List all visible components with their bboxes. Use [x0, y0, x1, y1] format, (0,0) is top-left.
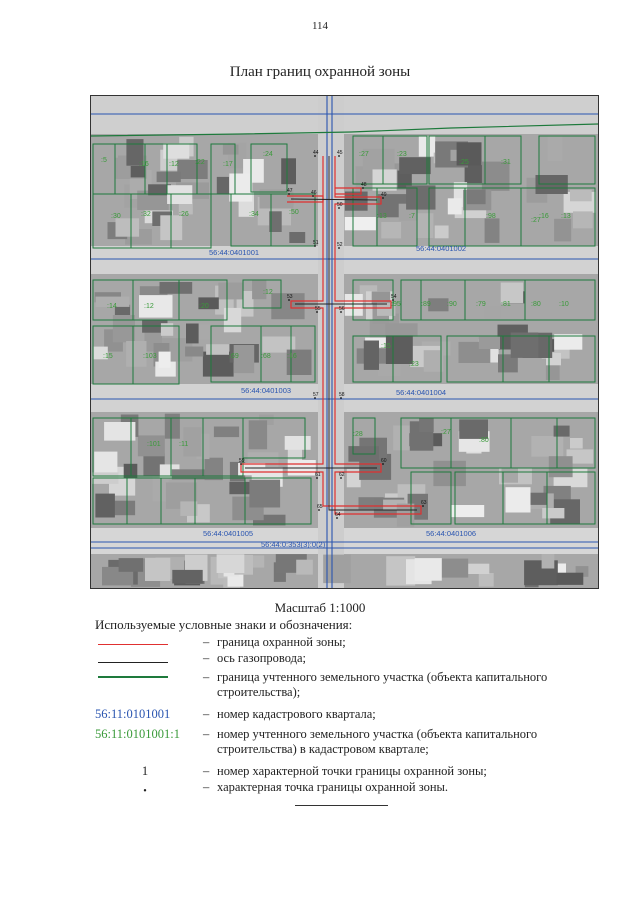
- house-roof: [531, 436, 563, 457]
- legend-text: номер кадастрового квартала;: [217, 707, 376, 721]
- parcel-number-label: :81: [501, 301, 511, 308]
- house-roof: [435, 226, 449, 239]
- legend-text: характерная точка границы охранной зоны.: [217, 780, 449, 794]
- parcel-number-label: :69: [229, 353, 239, 360]
- parcel-number-label: :12: [263, 289, 273, 296]
- house-roof: [433, 461, 466, 486]
- zone-point-number: 50: [337, 202, 343, 208]
- zone-point-number: 63: [421, 500, 427, 506]
- legend-dash: –: [203, 764, 210, 778]
- zone-point-number: 62: [339, 472, 345, 478]
- zone-point-number: 49: [381, 192, 387, 198]
- house-roof: [296, 560, 313, 575]
- house-roof: [116, 218, 140, 236]
- zone-point-number: 56: [339, 306, 345, 312]
- house-roof: [186, 324, 199, 344]
- parcel-number-label: :10: [559, 301, 569, 308]
- parcel-number-label: :23: [409, 361, 419, 368]
- zone-point-number: 52: [337, 242, 343, 248]
- point-number-sample: 1: [141, 764, 149, 778]
- zone-point-number: 53: [287, 294, 293, 300]
- parcel-number-label: :7: [409, 213, 415, 220]
- zone-point-number: 47: [287, 188, 293, 194]
- house-roof: [217, 177, 229, 194]
- page-title: План границ охранной зоны: [229, 64, 411, 80]
- zone-point-number: 46: [311, 190, 317, 196]
- house-roof: [465, 165, 483, 183]
- parcel-number-label: :24: [263, 151, 273, 158]
- house-roof: [112, 501, 136, 516]
- house-roof: [448, 198, 462, 214]
- map-scale: Масштаб 1:1000: [274, 600, 366, 615]
- house-roof: [161, 323, 173, 336]
- house-roof: [364, 341, 379, 370]
- zone-point-number: 61: [315, 472, 321, 478]
- house-roof: [229, 174, 252, 202]
- parcel-number-label: :11: [179, 441, 189, 448]
- house-roof: [542, 554, 555, 569]
- house-roof: [573, 211, 593, 228]
- parcel-number-label: :17: [223, 161, 233, 168]
- house-roof: [119, 558, 144, 572]
- parcel-number-label: :50: [289, 209, 299, 216]
- street-south: [91, 528, 598, 554]
- house-roof: [428, 298, 448, 311]
- street-middle-2: [91, 384, 598, 412]
- zone-point-number: 59: [239, 458, 245, 464]
- page-number: 114: [311, 20, 329, 32]
- house-roof: [467, 189, 486, 204]
- house-roof: [451, 505, 484, 517]
- legend-text: граница охранной зоны;: [217, 635, 346, 649]
- zone-point-number: 65: [317, 504, 323, 510]
- parcel-number-label: :13: [561, 213, 571, 220]
- house-roof: [502, 457, 519, 482]
- house-roof: [554, 219, 571, 242]
- house-roof: [217, 554, 245, 573]
- house-roof: [159, 352, 171, 368]
- legend-text: номер характерной точки границы охранной зоны;: [217, 764, 487, 778]
- zone-point-number: 44: [313, 150, 319, 156]
- parcel-number-label: :34: [249, 211, 259, 218]
- zone-point-number: 64: [335, 512, 341, 518]
- house-roof: [289, 232, 305, 243]
- parcel-number-label: :27: [359, 151, 369, 158]
- street-middle-1: [91, 246, 598, 274]
- house-roof: [145, 558, 170, 581]
- quarter-number-sample: 56:11:0101001: [95, 707, 171, 721]
- house-roof: [259, 317, 280, 333]
- zone-point-number: 60: [381, 458, 387, 464]
- parcel-number-label: :28: [353, 431, 363, 438]
- quarter-number-label: 56:44:0401003: [241, 386, 292, 395]
- parcel-number-label: :16: [287, 353, 297, 360]
- zone-point-number: 54: [391, 294, 397, 300]
- house-roof: [570, 438, 583, 449]
- house-roof: [113, 315, 135, 342]
- signature-line: [295, 805, 388, 806]
- house-roof: [406, 185, 435, 209]
- house-roof: [206, 344, 229, 355]
- house-roof: [381, 222, 401, 238]
- legend-text: ось газопровода;: [217, 651, 307, 665]
- parcel-number-label: :22: [195, 159, 205, 166]
- house-roof: [385, 323, 417, 336]
- house-roof: [249, 420, 267, 449]
- house-roof: [160, 282, 193, 294]
- parcel-number-label: :15: [103, 353, 113, 360]
- parcel-number-label: :27: [531, 217, 541, 224]
- quarter-number-label: 56:44:0401001: [209, 248, 260, 257]
- house-roof: [506, 487, 531, 512]
- parcel-number-label: :68: [261, 353, 271, 360]
- house-roof: [172, 570, 202, 584]
- legend-text: номер учтенного земельного участка (объекта капитального строительства) в кадастровом квартале;: [217, 727, 538, 756]
- quarter-number-label: 56:44:0401002: [416, 244, 467, 253]
- house-roof: [554, 426, 570, 437]
- parcel-number-label: :12: [144, 303, 154, 310]
- legend-dash: –: [203, 670, 210, 684]
- parcel-number-label: :80: [479, 437, 489, 444]
- house-roof: [441, 559, 469, 578]
- house-roof: [345, 217, 376, 230]
- house-roof: [285, 436, 311, 450]
- parcel-number-label: :23: [397, 151, 407, 158]
- parcel-number-label: :79: [476, 301, 486, 308]
- house-roof: [548, 137, 563, 162]
- legend-dash: –: [203, 707, 210, 721]
- legend-title: Используемые условные знаки и обозначения:: [95, 617, 353, 632]
- zone-point-number: 57: [313, 392, 319, 398]
- parcel-number-label: :15: [381, 343, 391, 350]
- house-roof: [549, 456, 573, 477]
- zone-point-number: 58: [339, 392, 345, 398]
- house-roof: [485, 306, 501, 318]
- zone-point-number: 55: [315, 306, 321, 312]
- house-roof: [205, 458, 223, 480]
- legend-dash: –: [203, 635, 210, 649]
- parcel-number-label: :89: [421, 301, 431, 308]
- house-roof: [372, 292, 390, 305]
- parcel-number-label: :31: [501, 159, 511, 166]
- parcel-number-label: :80: [531, 301, 541, 308]
- house-roof: [95, 494, 115, 518]
- parcel-number-label: :16: [139, 161, 149, 168]
- parcel-number-label: :98: [486, 213, 496, 220]
- house-roof: [223, 145, 239, 155]
- zone-point-number: 48: [361, 182, 367, 188]
- house-roof: [485, 218, 500, 243]
- parcel-number-label: :27: [441, 429, 451, 436]
- parcel-number-label: :32: [141, 211, 151, 218]
- parcel-number-label: :30: [111, 213, 121, 220]
- house-roof: [165, 414, 180, 439]
- legend-dash: –: [203, 651, 210, 665]
- zone-point-number: 51: [313, 240, 319, 246]
- cadastral-map: [90, 95, 599, 589]
- house-roof: [459, 419, 488, 439]
- parcel-number-label: :13: [377, 213, 387, 220]
- zone-border-swatch: [98, 644, 168, 645]
- parcel-number-label: :103: [143, 353, 157, 360]
- pipeline-axis-swatch: [98, 662, 168, 663]
- house-roof: [399, 157, 431, 174]
- house-roof: [218, 283, 243, 300]
- legend-text: граница учтенного земельного участка (объекта капитального строительства);: [217, 670, 548, 699]
- quarter-number-label: 56:44:0:353(3):0(2): [261, 540, 326, 549]
- house-roof: [157, 172, 181, 183]
- parcel-number-label: :25: [459, 159, 469, 166]
- parcel-number-label: :101: [147, 441, 161, 448]
- parcel-number-label: :20: [199, 303, 209, 310]
- parcel-border-swatch: [98, 676, 168, 678]
- house-roof: [554, 334, 582, 350]
- house-roof: [281, 158, 296, 184]
- house-roof: [424, 350, 444, 372]
- legend-dash: –: [203, 780, 210, 794]
- parcel-number-label: :90: [447, 301, 457, 308]
- house-roof: [345, 294, 363, 316]
- parcel-number-label: :16: [539, 213, 549, 220]
- legend-dash: –: [203, 727, 210, 741]
- house-roof: [542, 508, 564, 518]
- house-roof: [557, 573, 584, 585]
- street-north: [91, 96, 598, 134]
- house-roof: [397, 504, 415, 527]
- house-roof: [479, 573, 494, 587]
- house-roof: [479, 337, 500, 349]
- house-roof: [197, 325, 210, 340]
- house-roof: [214, 427, 239, 438]
- parcel-number-sample: 56:11:0101001:1: [95, 727, 180, 741]
- parcel-number-label: :5: [101, 157, 107, 164]
- quarter-number-label: 56:44:0401004: [396, 388, 447, 397]
- point-dot-sample: •: [143, 786, 147, 797]
- house-roof: [415, 558, 442, 581]
- house-roof: [419, 418, 434, 432]
- quarter-number-label: 56:44:0401005: [203, 529, 254, 538]
- house-roof: [416, 213, 433, 238]
- quarter-number-label: 56:44:0401006: [426, 529, 477, 538]
- house-roof: [185, 347, 203, 357]
- parcel-number-label: :14: [107, 303, 117, 310]
- parcel-number-label: :26: [179, 211, 189, 218]
- zone-point-number: 45: [337, 150, 343, 156]
- parcel-number-label: :12: [169, 161, 179, 168]
- parcel-number-label: :95: [391, 301, 401, 308]
- house-roof: [570, 190, 592, 202]
- house-roof: [249, 480, 280, 508]
